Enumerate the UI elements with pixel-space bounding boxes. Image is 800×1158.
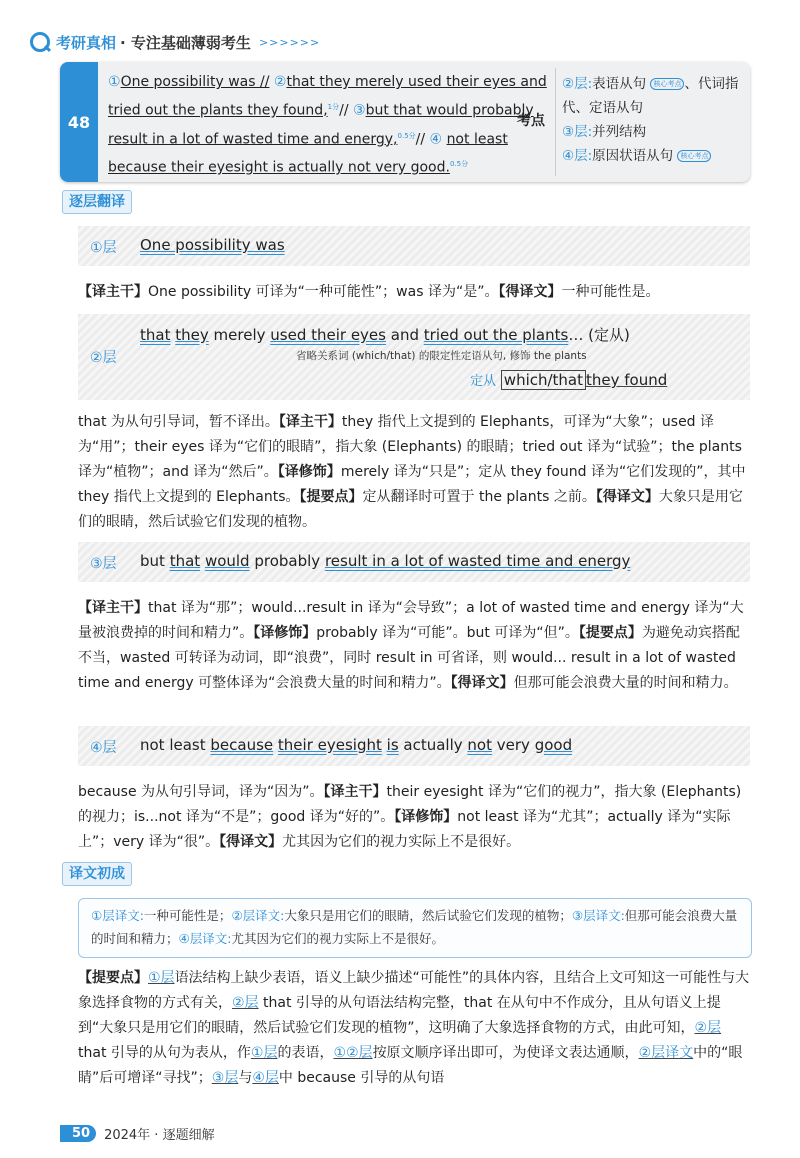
part-mark: ① [108,74,121,90]
kaodian-item [562,72,747,120]
clause-note: 省略关系词 (which/that) 的限定性定语从句, 修饰 the plants [296,350,587,362]
word: not least [140,736,211,754]
kaodian-text: 原因状语从句 [592,148,674,164]
text-run: 但那可能会浪费大量的时间和精力。 [513,675,738,691]
bold-label: 【提要点】 [578,625,642,641]
text-run: that 译为“那”；would...result in 译为“会导致”；a lot of wasted time and energy 译为“大量被浪费掉的时间和精力”。 [78,600,744,641]
word: and [390,326,419,344]
chevron-arrows-icon: >>>>>> [258,35,321,49]
text-run: 中 because 引导的从句语 [278,1070,445,1086]
final-item [179,931,444,946]
bold-label: 【译主干】 [323,784,387,800]
text-run: 定从翻译时可置于 the plants 之前。 [362,489,596,505]
separator: // [339,102,349,119]
word: actually [398,736,468,754]
layer-ref: ②层译文 [638,1045,694,1061]
layer3-explanation [78,596,752,696]
page-header [30,30,320,54]
part-mark: ② [273,74,287,90]
text-run: that 引导的从句语法结构完整，that 在从句中不作成分，且从句语义上提到“大象只是用它们的眼睛，然后试验它们发现的植物”，这明确了大象选择食物的方式，由此可知， [78,995,721,1036]
layer3-bar [78,542,750,582]
text-run: that 为从句引导词，暂不译出。 [78,414,279,430]
final-key: ①层译文: [91,908,144,923]
kaodian-text: 并列结构 [592,124,647,140]
text-run: 一种可能性是。 [561,284,660,300]
word: very [492,736,535,754]
part-text: that they merely used their eyes and tried out the plants they found, [108,74,547,119]
part-mark: ④ [429,131,443,148]
kaodian-mark: ②层: [562,76,593,92]
bold-label: 【提要点】 [299,489,363,505]
word: not [467,736,492,754]
search-logo-icon [30,32,50,52]
text-run: merely 译为“只是”；定从 they found 译为“它们发现的”，其中 they 指代上文提到的 Elephants。 [78,464,746,505]
page-footer [60,1124,215,1143]
part-text: One possibility was // [120,74,270,90]
word: result in a lot of wasted time and energy [324,552,631,570]
text-run: 语法结构上缺少表语，语义上缺少描述“可能性”的具体内容，且结合上文可知这一可能性与大象选择食物的方式有关， [78,970,750,1011]
draft-translation-box [78,898,752,958]
bold-label: 【译修饰】 [277,464,341,480]
bold-label: 【译主干】 [278,414,342,430]
part-text: not least because their eyesight is actually not very good. [108,131,508,176]
text-run: 为避免动宾搭配不当，wasted 可转译为动词，即“浪费”，同时 result in 可省译，则 would... result in a lot of wasted time and energy 可整体译为“会浪费大量的时间和精力”。 [78,625,740,691]
bold-label: 【译主干】 [78,284,148,300]
kaodian-mark: ④层: [562,148,593,164]
final-value: 大象只是用它们的眼睛，然后试验它们发现的植物； [284,908,572,923]
word: merely [213,326,266,344]
layer2-bar [78,314,750,400]
word: because [210,736,274,754]
layer-label: ③层 [90,556,117,572]
clause-tag: 定从 [470,374,497,389]
clause-text: they found [586,371,668,389]
word: their eyesight [277,736,382,754]
word: good [534,736,573,754]
draft-translation-text [91,904,739,950]
kaodian-list [562,72,747,168]
text-run: 的表语， [277,1045,334,1061]
layer4-bar [78,726,750,766]
kaodian-text: 表语从句 [592,76,647,92]
text-run: 中的“眼睛”后可增译“寻找”； [78,1045,743,1086]
layer4-explanation [78,780,752,855]
tips-paragraph [78,966,752,1091]
text-run: that 引导的从句为表从，作 [78,1045,251,1061]
question-sentence [108,70,548,181]
bold-label: 【译修饰】 [253,625,317,641]
part-mark: ③ [353,102,366,119]
text-run: because 为从句引导词，译为“因为”。 [78,784,324,800]
layer-ref: ②层 [232,995,259,1011]
bold-label: 【提要点】 [78,970,148,986]
attributive-clause [470,370,667,389]
layer-ref: ②层 [694,1020,722,1036]
word: but [140,552,170,570]
bold-label: 【得译文】 [450,675,514,691]
divider [555,68,556,176]
word: is [386,736,399,754]
kaodian-text: 、代词指代、定语从句 [562,76,739,116]
word: that [140,326,171,344]
word: they [175,326,209,344]
layer-ref: ①层 [148,970,175,986]
word: … (定从) [568,326,630,344]
final-key: ②层译文: [231,908,285,923]
final-item [231,908,571,923]
bold-label: 【译修饰】 [394,809,458,825]
text-run: 按原文顺序译出即可，为使译文表达通顺， [372,1045,639,1061]
score: 0.5分 [397,131,416,140]
book-title: 2024年 · 逐题细解 [104,1128,215,1143]
text-run: 尤其因为它们的视力实际上不是很好。 [282,834,521,850]
word: probably [249,552,325,570]
word: used their eyes [270,326,386,344]
final-value: 但那可能会浪费大量的时间和精力； [91,908,738,946]
layer-sentence [140,552,630,570]
sentence-text: One possibility was [140,236,285,254]
core-tag: 核心考点 [650,78,684,90]
layer-ref: ③层 [211,1070,239,1086]
score: 1分 [327,103,340,111]
bold-label: 【得译文】 [498,284,562,300]
final-value: 一种可能性是； [143,908,232,923]
question-box [60,62,750,182]
layer-sentence [140,236,285,254]
bold-label: 【得译文】 [595,489,659,505]
final-value: 尤其因为它们的视力实际上不是很好。 [231,931,444,946]
text-run: they 指代上文提到的 Elephants，可译为“大象”；used 译为“用”；their eyes 译为“它们的眼睛”，指大象 (Elephants) 的眼睛；tried out 译为“试验”；the plants 译为“植物”；and 译为“然后”。 [78,414,742,480]
layer-label: ①层 [90,240,117,256]
layer1-bar [78,226,750,266]
layer-label: ④层 [90,740,117,756]
layer2-explanation [78,410,752,535]
final-item [91,908,231,923]
kaodian-item [562,144,747,168]
text-run: 大象只是用它们的眼睛，然后试验它们发现的植物。 [78,489,743,530]
text-run: One possibility 可译为“一种可能性”；was 译为“是”。 [148,284,499,300]
section-title-draft-translation: 译文初成 [62,862,132,886]
question-number: 48 [60,62,98,182]
score: 0.5分 [449,160,469,169]
layer-sentence [140,736,572,754]
separator: // [415,131,426,148]
word: would [204,552,250,570]
layer-ref: ①层 [250,1045,278,1061]
brand-name: 考研真相 [56,33,117,52]
layer-ref: ①②层 [333,1045,373,1061]
boxed-relative: which/that [501,370,586,390]
bold-label: 【得译文】 [219,834,283,850]
text-run: 与 [238,1070,253,1086]
word: that [169,552,201,570]
final-key: ④层译文: [178,931,232,946]
text-run: probably 译为“可能”。but 可译为“但”。 [316,625,579,641]
kaodian-mark: ③层: [562,124,593,140]
text-run: not least 译为“尤其”；actually 译为“实际上”；very 译为“很”。 [78,809,731,850]
bold-label: 【译主干】 [78,600,148,616]
core-tag: 核心考点 [677,150,711,162]
kaodian-label: 考点 [517,113,545,129]
kaodian-item [562,120,747,144]
layer-sentence [140,324,630,345]
section-title-layered-translation: 逐层翻译 [62,190,132,214]
brand-subtitle: · 专注基础薄弱考生 [120,33,251,52]
layer1-explanation [78,280,752,305]
layer-ref: ④层 [252,1070,279,1086]
part-text: but that would probably result in a lot of wasted time and energy, [108,102,534,148]
page-number: 50 [60,1125,96,1142]
final-key: ③层译文: [571,908,625,923]
text-run: their eyesight 译为“它们的视力”，指大象 (Elephants) 的视力；is...not 译为“不是”；good 译为“好的”。 [78,784,742,825]
word: tried out the plants [423,326,569,344]
layer-label: ②层 [90,350,117,366]
